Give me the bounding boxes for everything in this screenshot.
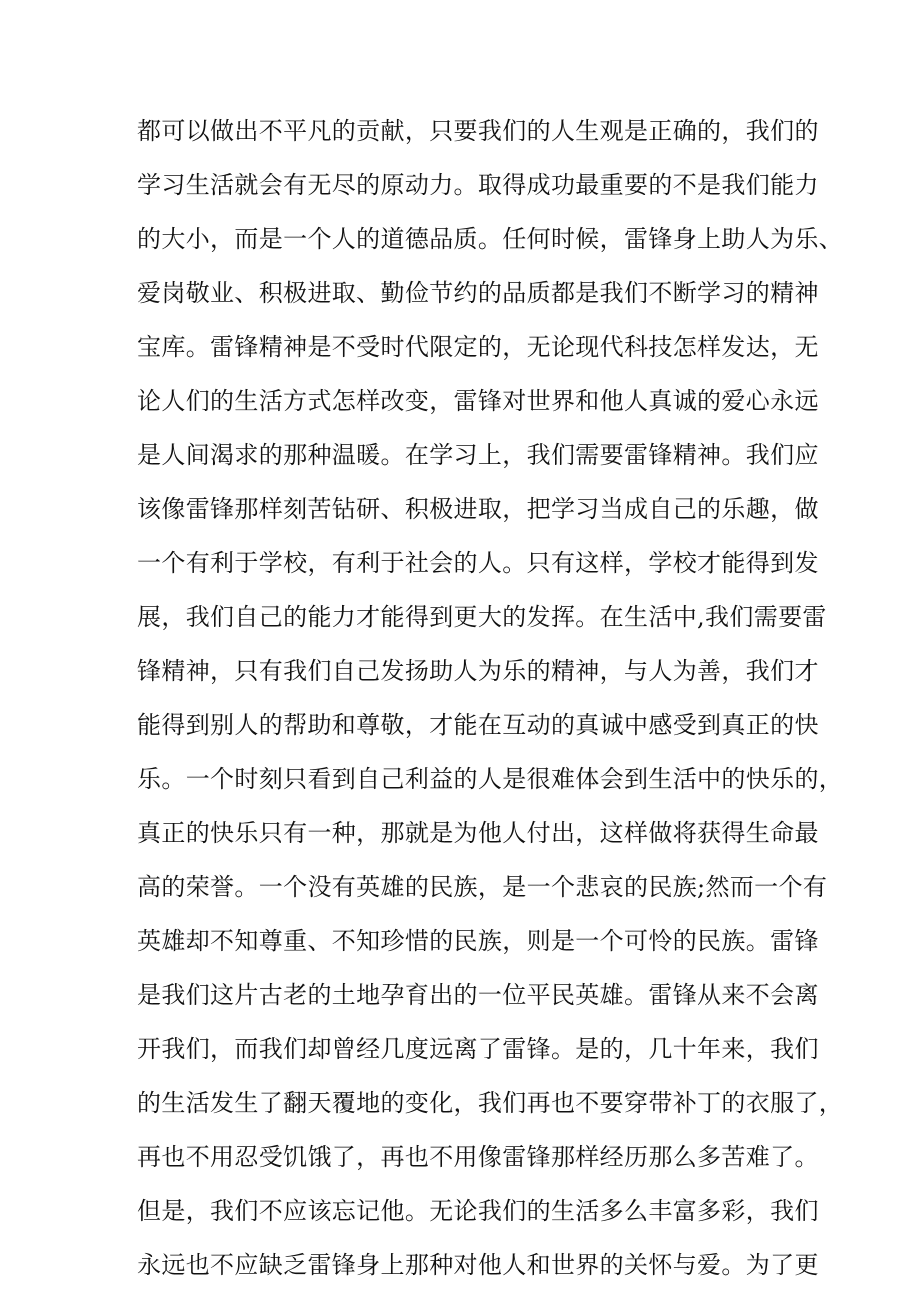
text-line-8: 该像雷锋那样刻苦钻研、积极进取，把学习当成自己的乐趣，做 [137,495,819,523]
text-line-12: 能得到别人的帮助和尊敬，才能在互动的真诚中感受到真正的快 [137,711,819,739]
text-line-6: 论人们的生活方式怎样改变，雷锋对世界和他人真诚的爱心永远 [137,387,819,415]
text-line-4: 爱岗敬业、积极进取、勤俭节约的品质都是我们不断学习的精神 [137,279,819,307]
text-line-19: 的生活发生了翻天覆地的变化，我们再也不要穿带补丁的衣服了， [137,1089,844,1117]
text-line-11: 锋精神，只有我们自己发扬助人为乐的精神，与人为善，我们才 [137,657,819,685]
text-line-15: 高的荣誉。一个没有英雄的民族，是一个悲哀的民族;然而一个有 [137,873,828,901]
text-line-18: 开我们，而我们却曾经几度远离了雷锋。是的，几十年来，我们 [137,1035,819,1063]
text-line-3: 的大小，而是一个人的道德品质。任何时候，雷锋身上助人为乐、 [137,225,844,253]
text-line-17: 是我们这片古老的土地孕育出的一位平民英雄。雷锋从来不会离 [137,981,819,1009]
text-line-9: 一个有利于学校，有利于社会的人。只有这样，学校才能得到发 [137,549,819,577]
text-line-10: 展，我们自己的能力才能得到更大的发挥。在生活中,我们需要雷 [137,603,827,631]
text-line-5: 宝库。雷锋精神是不受时代限定的，无论现代科技怎样发达，无 [137,333,819,361]
essay-body [137,104,844,1292]
text-line-1: 都可以做出不平凡的贡献，只要我们的人生观是正确的，我们的 [137,117,819,145]
text-line-13: 乐。一个时刻只看到自己利益的人是很难体会到生活中的快乐的， [137,765,844,793]
text-line-20: 再也不用忍受饥饿了，再也不用像雷锋那样经历那么多苦难了。 [137,1143,819,1171]
text-line-22: 永远也不应缺乏雷锋身上那种对他人和世界的关怀与爱。为了更 [137,1251,819,1279]
text-line-2: 学习生活就会有无尽的原动力。取得成功最重要的不是我们能力 [137,171,819,199]
text-line-16: 英雄却不知尊重、不知珍惜的民族，则是一个可怜的民族。雷锋 [137,927,819,955]
text-line-7: 是人间渴求的那种温暖。在学习上，我们需要雷锋精神。我们应 [137,441,819,469]
text-line-14: 真正的快乐只有一种，那就是为他人付出，这样做将获得生命最 [137,819,819,847]
text-line-21: 但是，我们不应该忘记他。无论我们的生活多么丰富多彩，我们 [137,1197,819,1225]
